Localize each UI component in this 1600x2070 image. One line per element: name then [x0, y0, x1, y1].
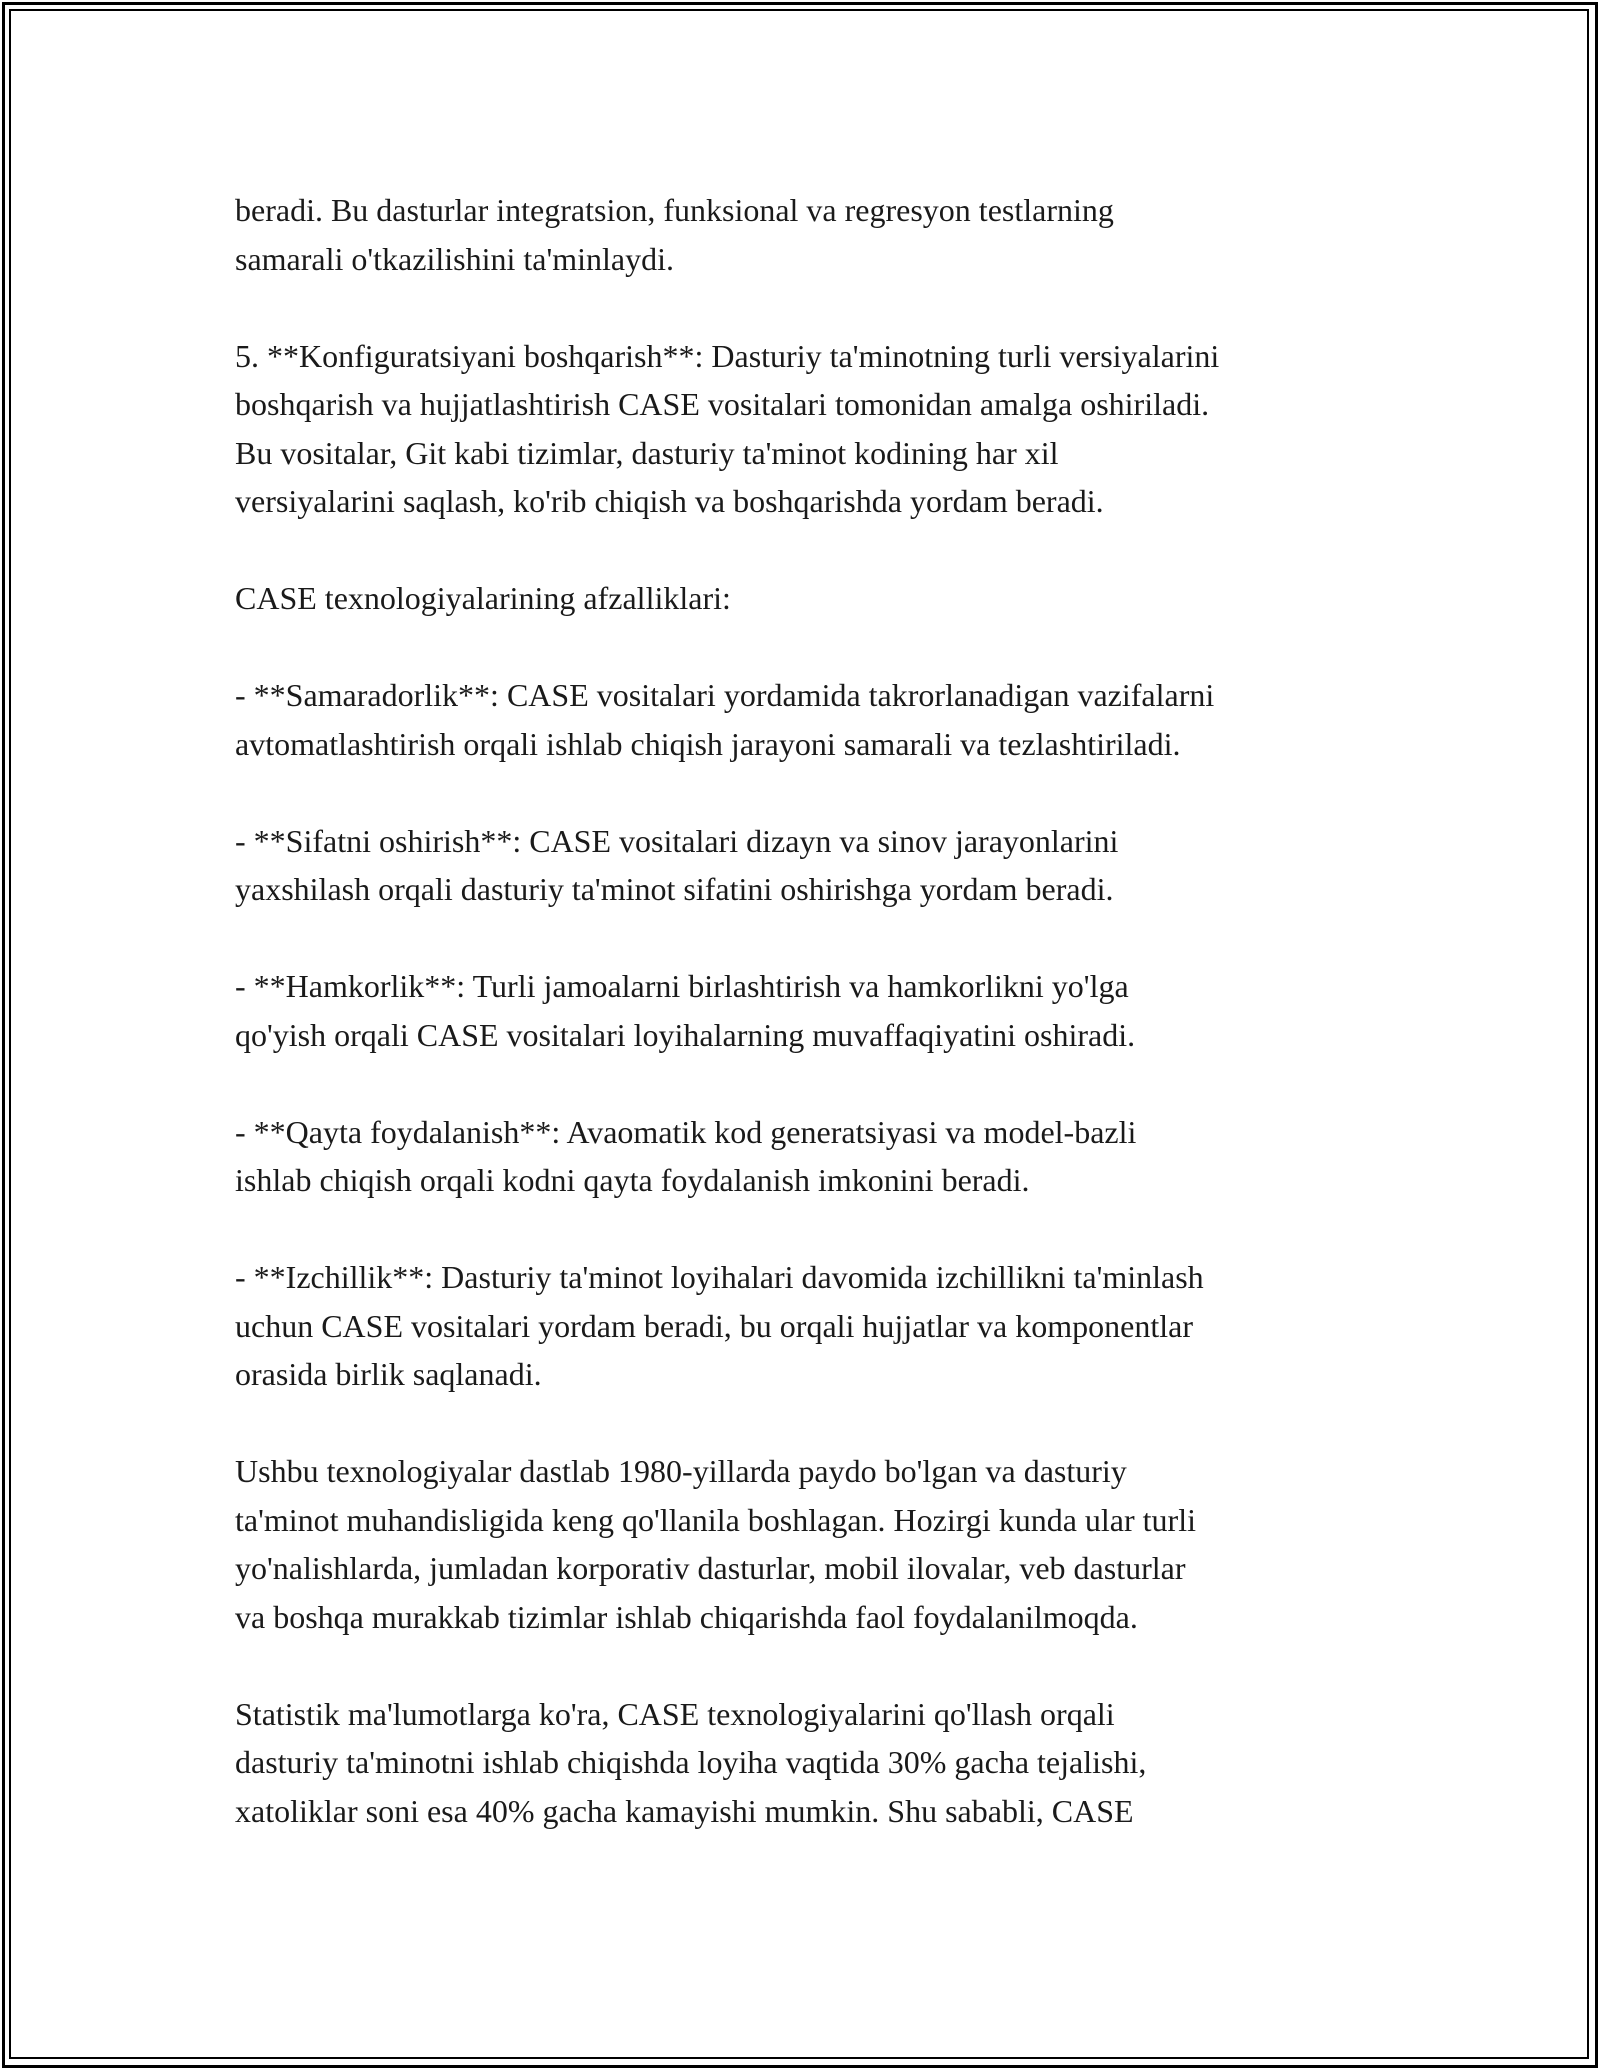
text-line: Ushbu texnologiyalar dastlab 1980-yillarda paydo bo'lgan va dasturiy — [235, 1453, 1127, 1489]
text-line: - **Hamkorlik**: Turli jamoalarni birlashtirish va hamkorlikni yo'lga — [235, 968, 1129, 1004]
text-line: - **Izchillik**: Dasturiy ta'minot loyihalari davomida izchillikni ta'minlash — [235, 1259, 1204, 1295]
list-item-consistency — [235, 1253, 1395, 1399]
text-line: orasida birlik saqlanadi. — [235, 1356, 542, 1392]
paragraph-history — [235, 1447, 1395, 1641]
list-item-efficiency — [235, 671, 1395, 768]
text-line: samarali o'tkazilishini ta'minlaydi. — [235, 240, 674, 277]
list-item-quality — [235, 817, 1395, 914]
text-line: - **Samaradorlik**: CASE vositalari yordamida takrorlanadigan vazifalarni — [235, 677, 1215, 713]
text-line: boshqarish va hujjatlashtirish CASE vositalari tomonidan amalga oshiriladi. — [235, 386, 1210, 422]
text-line: 5. **Konfiguratsiyani boshqarish**: Dasturiy ta'minotning turli versiyalarini — [235, 337, 1220, 374]
text-line: xatoliklar soni esa 40% gacha kamayishi mumkin. Shu sababli, CASE — [235, 1792, 1134, 1829]
text-line: beradi. Bu dasturlar integratsion, funksional va regresyon testlarning — [235, 192, 1114, 228]
text-line: qo'yish orqali CASE vositalari loyihalarning muvaffaqiyatini oshiradi. — [235, 1016, 1136, 1053]
text-line: Statistik ma'lumotlarga ko'ra, CASE texnologiyalarini qo'llash orqali — [235, 1695, 1115, 1732]
list-item-reuse — [235, 1108, 1395, 1205]
text-line: versiyalarini saqlash, ko'rib chiqish va boshqarishda yordam beradi. — [235, 483, 1104, 519]
document-body — [235, 186, 1395, 1884]
text-line: Bu vositalar, Git kabi tizimlar, dasturiy ta'minot kodining har xil — [235, 434, 1059, 471]
paragraph-configuration-management — [235, 332, 1395, 526]
paragraph-testing-continuation — [235, 186, 1395, 283]
text-line: ta'minot muhandisligida keng qo'llanila boshlagan. Hozirgi kunda ular turli — [235, 1501, 1196, 1538]
list-item-collaboration — [235, 962, 1395, 1059]
text-line: yaxshilash orqali dasturiy ta'minot sifatini oshirishga yordam beradi. — [235, 871, 1114, 907]
paragraph-advantages-heading — [235, 574, 1395, 623]
text-line: yo'nalishlarda, jumladan korporativ dasturlar, mobil ilovalar, veb dasturlar — [235, 1550, 1186, 1586]
text-line: - **Qayta foydalanish**: Avaomatik kod generatsiyasi va model-bazli — [235, 1113, 1137, 1150]
text-line: CASE texnologiyalarining afzalliklari: — [235, 580, 731, 616]
text-line: uchun CASE vositalari yordam beradi, bu orqali hujjatlar va komponentlar — [235, 1307, 1193, 1344]
text-line: dasturiy ta'minotni ishlab chiqishda loyiha vaqtida 30% gacha tejalishi, — [235, 1744, 1147, 1780]
text-line: avtomatlashtirish orqali ishlab chiqish jarayoni samarali va tezlashtiriladi. — [235, 725, 1181, 762]
paragraph-statistics — [235, 1690, 1395, 1836]
text-line: va boshqa murakkab tizimlar ishlab chiqarishda faol foydalanilmoqda. — [235, 1598, 1138, 1635]
text-line: ishlab chiqish orqali kodni qayta foydalanish imkonini beradi. — [235, 1162, 1030, 1198]
text-line: - **Sifatni oshirish**: CASE vositalari dizayn va sinov jarayonlarini — [235, 822, 1119, 859]
